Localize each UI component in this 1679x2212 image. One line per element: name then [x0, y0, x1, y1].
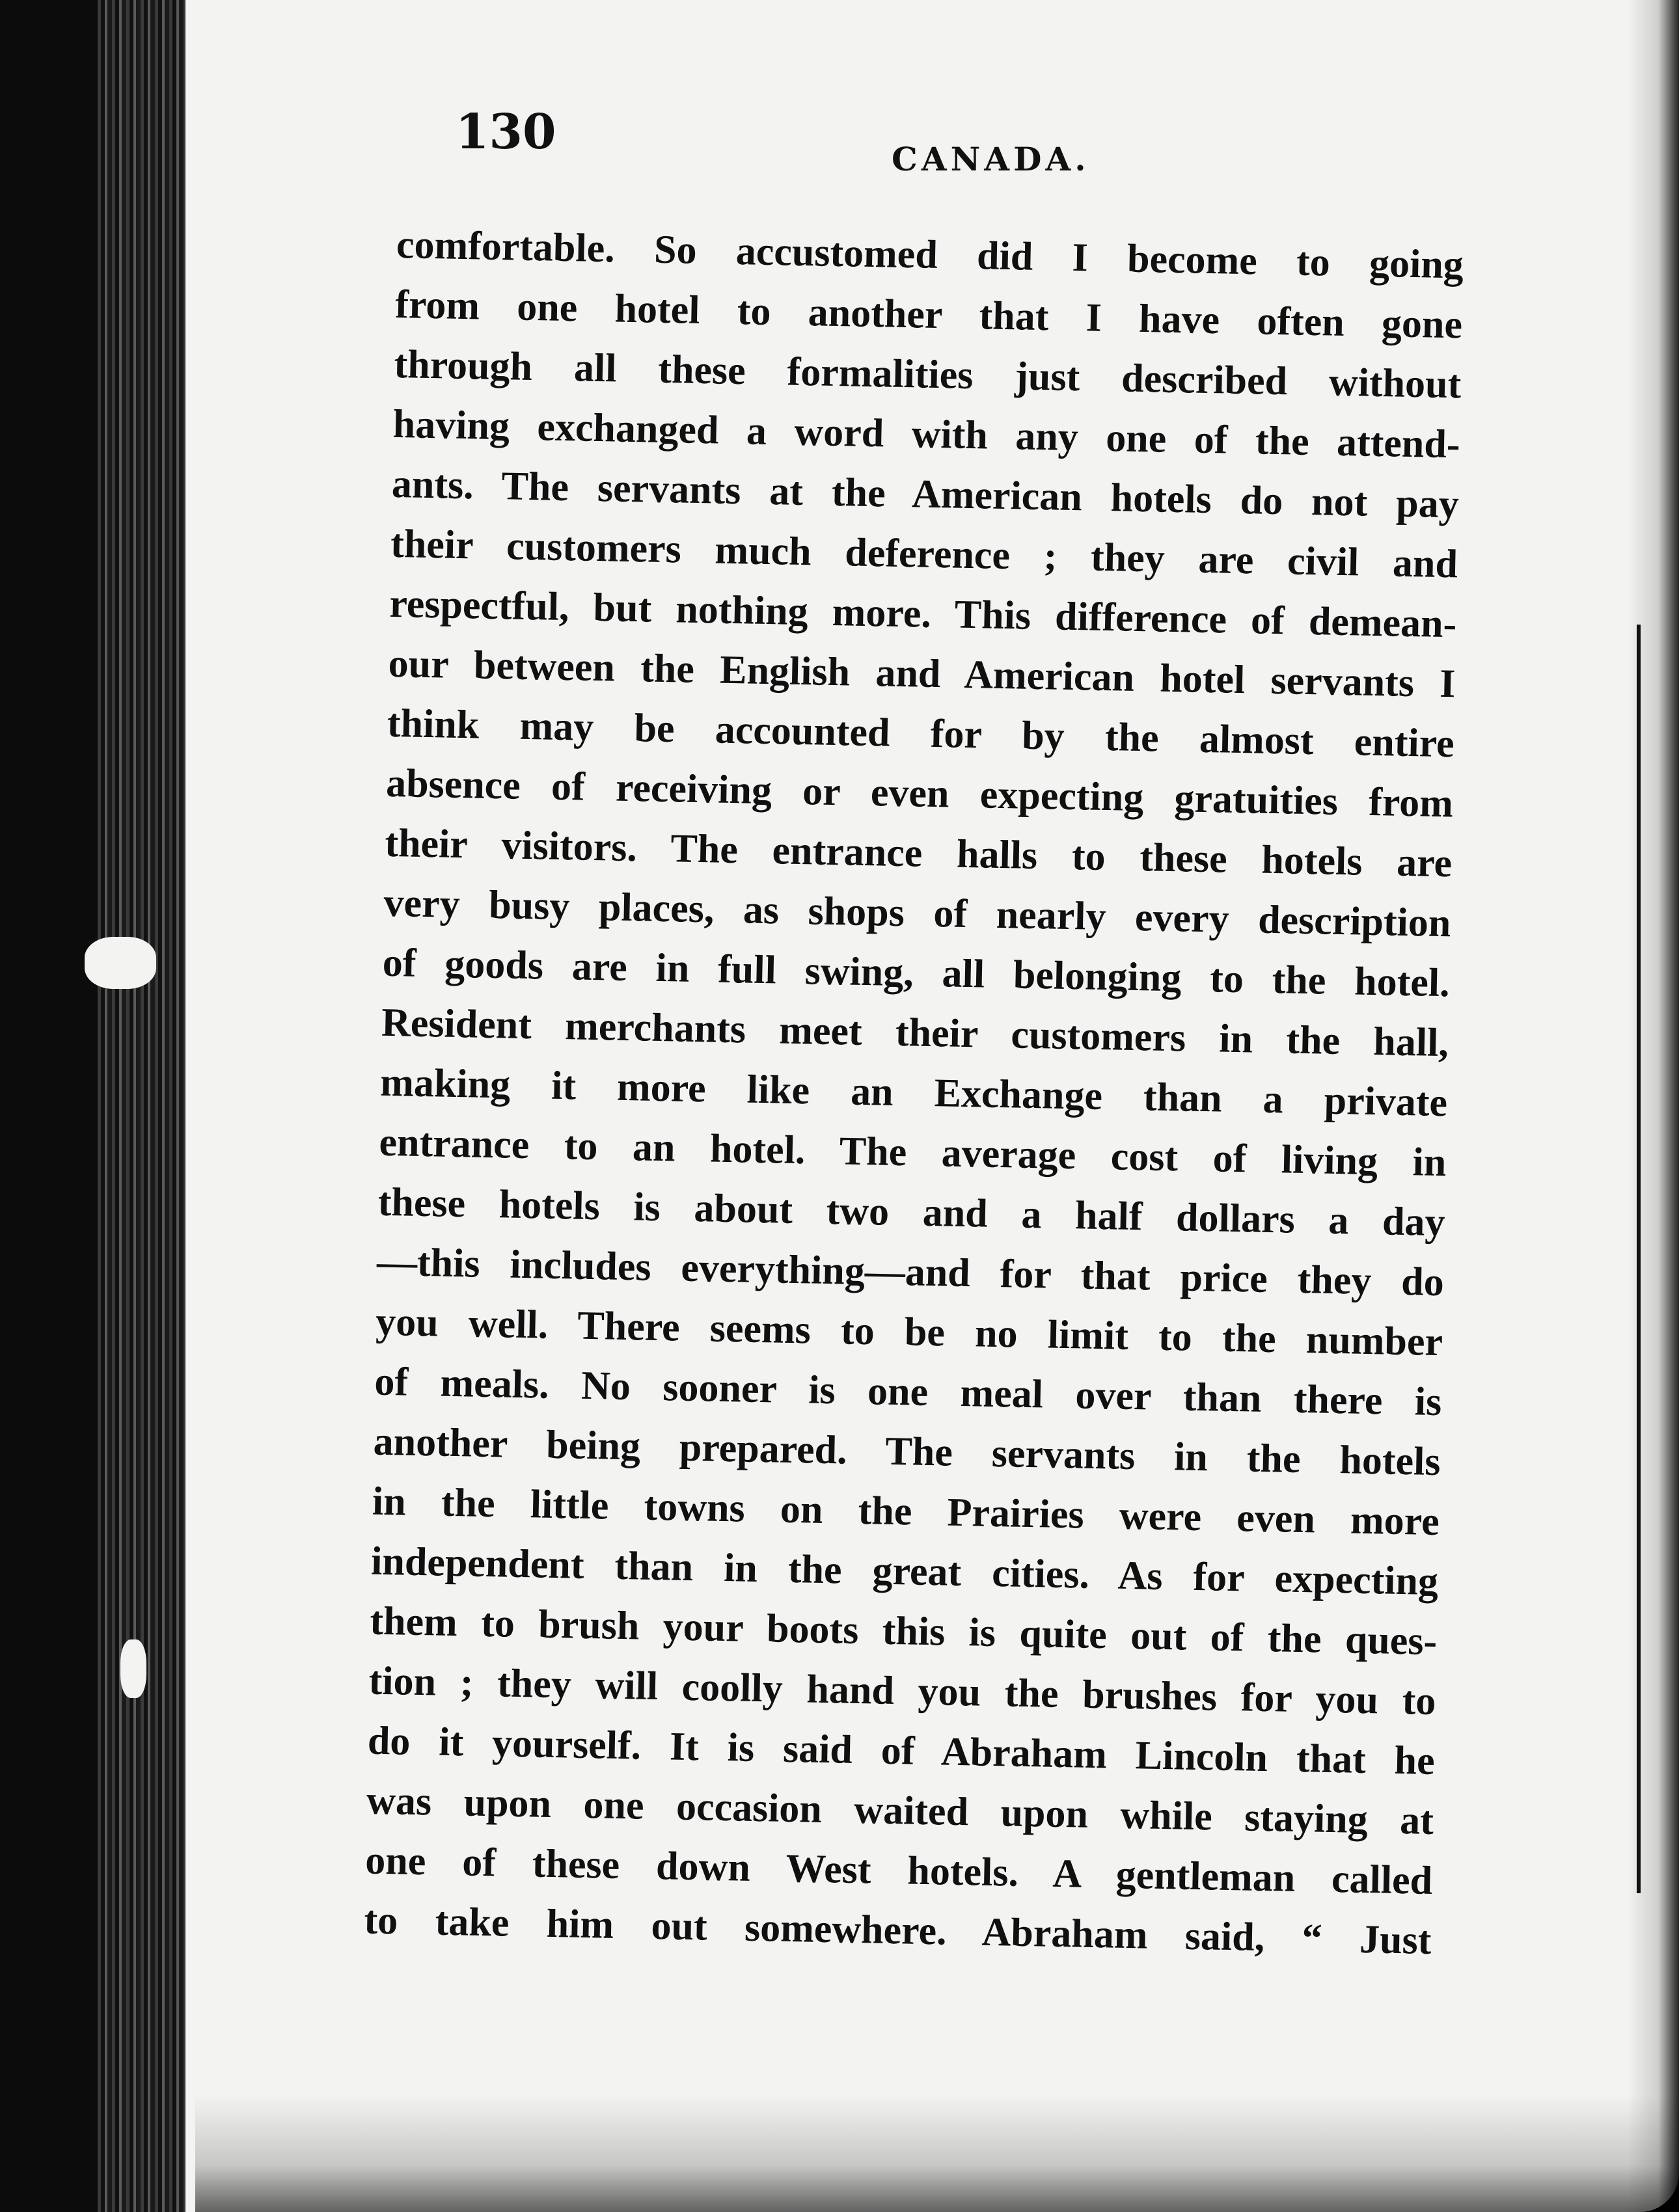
text-line: you well. There seems to be no limit to the number — [375, 1299, 1443, 1365]
text-line: making it more like an Exchange than a private — [379, 1060, 1448, 1126]
text-line: our between the English and American hotel servants I — [388, 641, 1456, 707]
text-line: another being prepared. The servants in the hotels — [373, 1419, 1441, 1485]
text-line: tion ; they will coolly hand you the brushes for you to — [368, 1658, 1437, 1724]
text-line: of goods are in full swing, all belonging to the hotel. — [382, 940, 1451, 1006]
text-line: do it yourself. It is said of Abraham Lincoln that he — [367, 1718, 1436, 1784]
paper-blemish — [85, 937, 156, 989]
paper-blemish — [120, 1639, 146, 1698]
text-line: very busy places, as shops of nearly every description — [383, 880, 1452, 946]
text-line: ants. The servants at the American hotels do not pay — [391, 461, 1460, 527]
text-line: from one hotel to another that I have often gone — [394, 282, 1463, 347]
text-line: absence of receiving or even expecting gratuities from — [385, 761, 1454, 826]
page-edges — [98, 0, 189, 2212]
text-line: independent than in the great cities. As for expecting — [370, 1539, 1439, 1604]
text-line: comfortable. So accustomed did I become to going — [396, 222, 1464, 288]
text-line: respectful, but nothing more. This difference of demean- — [389, 581, 1457, 647]
text-line: was upon one occasion waited upon while staying at — [366, 1778, 1434, 1844]
text-line: through all these formalities just described without — [393, 342, 1462, 407]
text-line: —this includes everything—and for that price they do — [376, 1239, 1445, 1305]
running-head: CANADA. — [892, 140, 1090, 178]
book-spine-shadow — [0, 0, 98, 2212]
text-line: them to brush your boots this is quite out of the ques- — [369, 1598, 1438, 1664]
body-text — [364, 215, 1464, 1971]
page-right-edge — [1627, 0, 1679, 2212]
text-line: having exchanged a word with any one of the attend- — [392, 401, 1461, 467]
text-line: Resident merchants meet their customers in the hall, — [381, 1000, 1449, 1066]
margin-rule — [1637, 625, 1641, 1893]
page-number: 130 — [456, 104, 556, 160]
text-line: to take him out somewhere. Abraham said, “ Just — [364, 1898, 1432, 1963]
text-line: one of these down West hotels. A gentleman called — [364, 1838, 1433, 1904]
text-line: their customers much deference ; they are civil and — [390, 521, 1458, 587]
text-line: think may be accounted for by the almost entire — [387, 701, 1455, 766]
page-bottom-shadow — [195, 2095, 1679, 2212]
text-line: in the little towns on the Prairies were even more — [372, 1479, 1440, 1544]
text-line: their visitors. The entrance halls to these hotels are — [384, 820, 1453, 886]
text-line: these hotels is about two and a half dollars a day — [377, 1180, 1446, 1245]
text-line: of meals. No sooner is one meal over than there is — [374, 1359, 1442, 1425]
text-line: entrance to an hotel. The average cost of living in — [378, 1120, 1447, 1185]
